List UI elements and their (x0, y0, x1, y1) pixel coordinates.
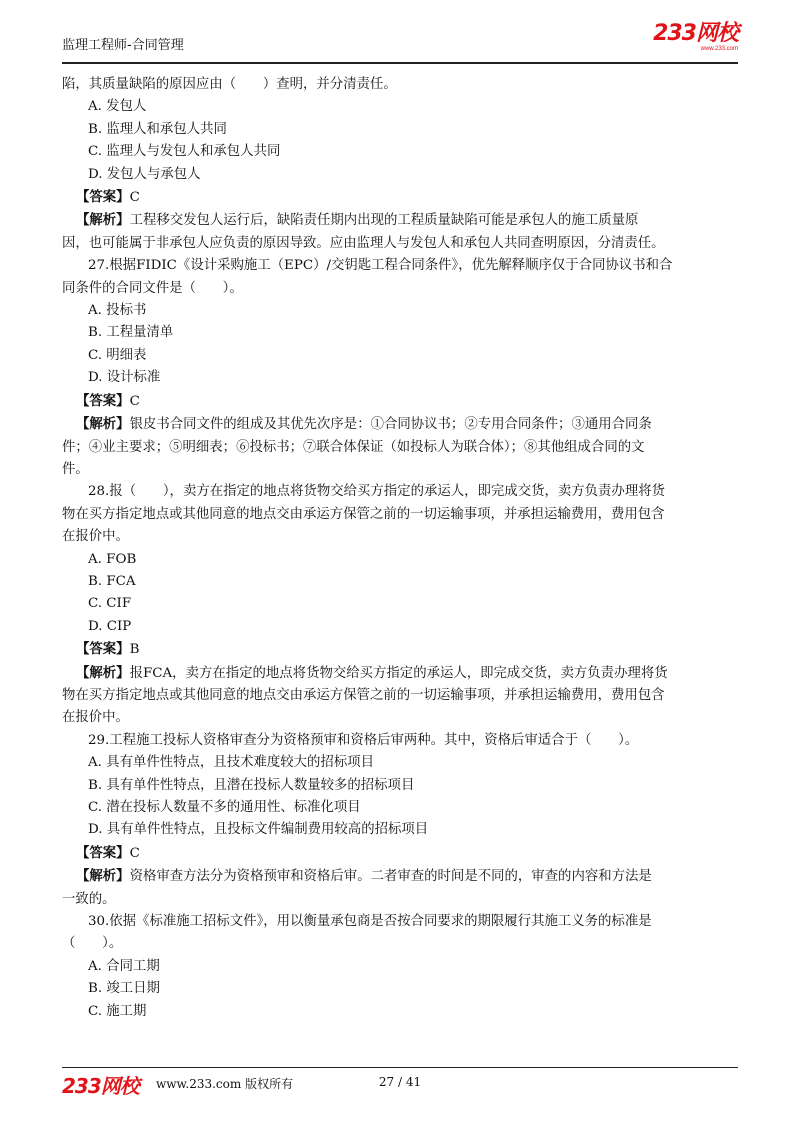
logo-text: 233网校 (653, 21, 738, 46)
line-text: D. 具有单件性特点，且投标文件编制费用较高的招标项目 (88, 822, 429, 838)
line-text: A. 具有单件性特点，且技术难度较大的招标项目 (88, 755, 374, 771)
line-text: 银皮书合同文件的组成及其优先次序是：①合同协议书；②专用合同条件；③通用合同条 (129, 417, 652, 433)
text-line (62, 481, 738, 503)
answer-line (62, 662, 738, 685)
text-line (62, 978, 738, 1000)
text-line (62, 504, 738, 526)
line-text: 同条件的合同文件是（ ）。 (62, 280, 243, 296)
line-text: 29.工程施工投标人资格审查分为资格预审和资格后审两种。其中，资格后审适合于（ ）。 (88, 732, 639, 748)
line-text: 件；④业主要求；⑤明细表；⑥投标书；⑦联合体保证（如投标人为联合体）；⑧其他组成合同的文 (62, 439, 645, 455)
text-line (62, 730, 738, 752)
line-text: 物在买方指定地点或其他同意的地点交由承运方保管之前的一切运输事项，并承担运输费用，费用包含 (62, 506, 665, 522)
answer-tag: 【解析】 (76, 212, 130, 229)
line-text: A. 投标书 (88, 303, 147, 319)
text-line (62, 367, 738, 389)
text-line (62, 300, 738, 322)
text-line (62, 437, 738, 459)
line-text: B. FCA (88, 573, 136, 589)
text-line (62, 526, 738, 548)
line-text: B. 具有单件性特点，且潜在投标人数量较多的招标项目 (88, 777, 415, 793)
answer-line (62, 638, 738, 661)
line-text: A. FOB (88, 551, 137, 567)
text-line (62, 911, 738, 933)
answer-tag: 【解析】 (76, 868, 130, 885)
line-text: 报FCA，卖方在指定的地点将货物交给买方指定的承运人，即完成交货，卖方负责办理将货 (129, 665, 668, 681)
text-line (62, 616, 738, 638)
answer-line (62, 413, 738, 436)
answer-tag: 【答案】 (76, 189, 130, 206)
line-text: C. CIF (88, 596, 132, 612)
line-text: C. 监理人与发包人和承包人共同 (88, 144, 281, 160)
line-text: B. 监理人和承包人共同 (88, 121, 227, 137)
line-text: B. 工程量清单 (88, 325, 174, 341)
page-header (62, 22, 738, 62)
line-text: C (129, 845, 140, 861)
brand-logo (653, 22, 738, 53)
line-text: 在报价中。 (62, 529, 129, 545)
line-text: B. 竣工日期 (88, 981, 160, 997)
line-text: C. 明细表 (88, 347, 147, 363)
text-line (62, 96, 738, 118)
text-line (62, 164, 738, 186)
line-text: 物在买方指定地点或其他同意的地点交由承运方保管之前的一切运输事项，并承担运输费用，费用包含 (62, 687, 665, 703)
answer-tag: 【答案】 (76, 392, 130, 409)
page-number: 27 / 41 (378, 1075, 422, 1089)
text-line (62, 707, 738, 729)
text-line (62, 571, 738, 593)
line-text: 工程移交发包人运行后，缺陷责任期内出现的工程质量缺陷可能是承包人的施工质量原 (129, 213, 639, 229)
line-text: A. 合同工期 (88, 958, 160, 974)
line-text: 30.依据《标准施工招标文件》，用以衡量承包商是否按合同要求的期限履行其施工义务的标准是 (88, 914, 652, 930)
page-footer (62, 1072, 738, 1096)
text-line (62, 593, 738, 615)
text-line (62, 797, 738, 819)
footer-logo: 233网校 (62, 1074, 139, 1098)
answer-tag: 【解析】 (76, 664, 130, 681)
text-line (62, 119, 738, 141)
footer-divider (62, 1067, 738, 1068)
text-line (62, 752, 738, 774)
text-line (62, 322, 738, 344)
text-line (62, 685, 738, 707)
text-line (62, 459, 738, 481)
answer-tag: 【答案】 (76, 641, 130, 658)
line-text: C (129, 393, 140, 409)
line-text: 27.根据FIDIC《设计采购施工（EPC）/交钥匙工程合同条件》，优先解释顺序仅于合同协议书和合 (88, 258, 673, 274)
answer-tag: 【解析】 (76, 416, 130, 433)
text-line (62, 549, 738, 571)
line-text: B (129, 642, 140, 658)
text-line (62, 141, 738, 163)
line-text: D. 发包人与承包人 (88, 166, 201, 182)
header-divider (62, 62, 738, 64)
line-text: C (129, 190, 140, 206)
text-line (62, 233, 738, 255)
line-text: 陷，其质量缺陷的原因应由（ ）查明，并分清责任。 (62, 77, 397, 92)
document-body (62, 74, 738, 1023)
answer-line (62, 390, 738, 413)
text-line (62, 933, 738, 955)
answer-tag: 【答案】 (76, 844, 130, 861)
line-text: 资格审查方法分为资格预审和资格后审。二者审查的时间是不同的，审查的内容和方法是 (129, 869, 652, 885)
line-text: 28.报（ ），卖方在指定的地点将货物交给买方指定的承运人，即完成交货，卖方负责办理将货 (88, 484, 665, 500)
line-text: C. 潜在投标人数量不多的通用性、标准化项目 (88, 800, 361, 815)
answer-line (62, 865, 738, 888)
line-text: C. 施工期 (88, 1003, 147, 1019)
text-line (62, 278, 738, 300)
text-line (62, 775, 738, 797)
line-text: A. 发包人 (88, 99, 147, 115)
text-line (62, 255, 738, 277)
text-line (62, 956, 738, 978)
answer-line (62, 209, 738, 232)
line-text: 因，也可能属于非承包人应负责的原因导致。应由监理人与发包人和承包人共同查明原因，分清责任。 (62, 235, 665, 251)
line-text: D. CIP (88, 618, 132, 634)
line-text: D. 设计标准 (88, 370, 161, 386)
line-text: 一致的。 (62, 891, 116, 907)
document-title: 监理工程师-合同管理 (62, 38, 184, 53)
text-line (62, 345, 738, 367)
footer-copyright: www.233.com 版权所有 (156, 1077, 294, 1091)
line-text: 在报价中。 (62, 710, 129, 726)
text-line (62, 889, 738, 911)
line-text: （ ）。 (62, 936, 123, 952)
text-line (62, 819, 738, 841)
answer-line (62, 186, 738, 209)
line-text: 件。 (62, 461, 89, 477)
text-line (62, 1001, 738, 1023)
answer-line (62, 842, 738, 865)
text-line (62, 74, 738, 96)
logo-url: www.233.com (700, 46, 738, 52)
